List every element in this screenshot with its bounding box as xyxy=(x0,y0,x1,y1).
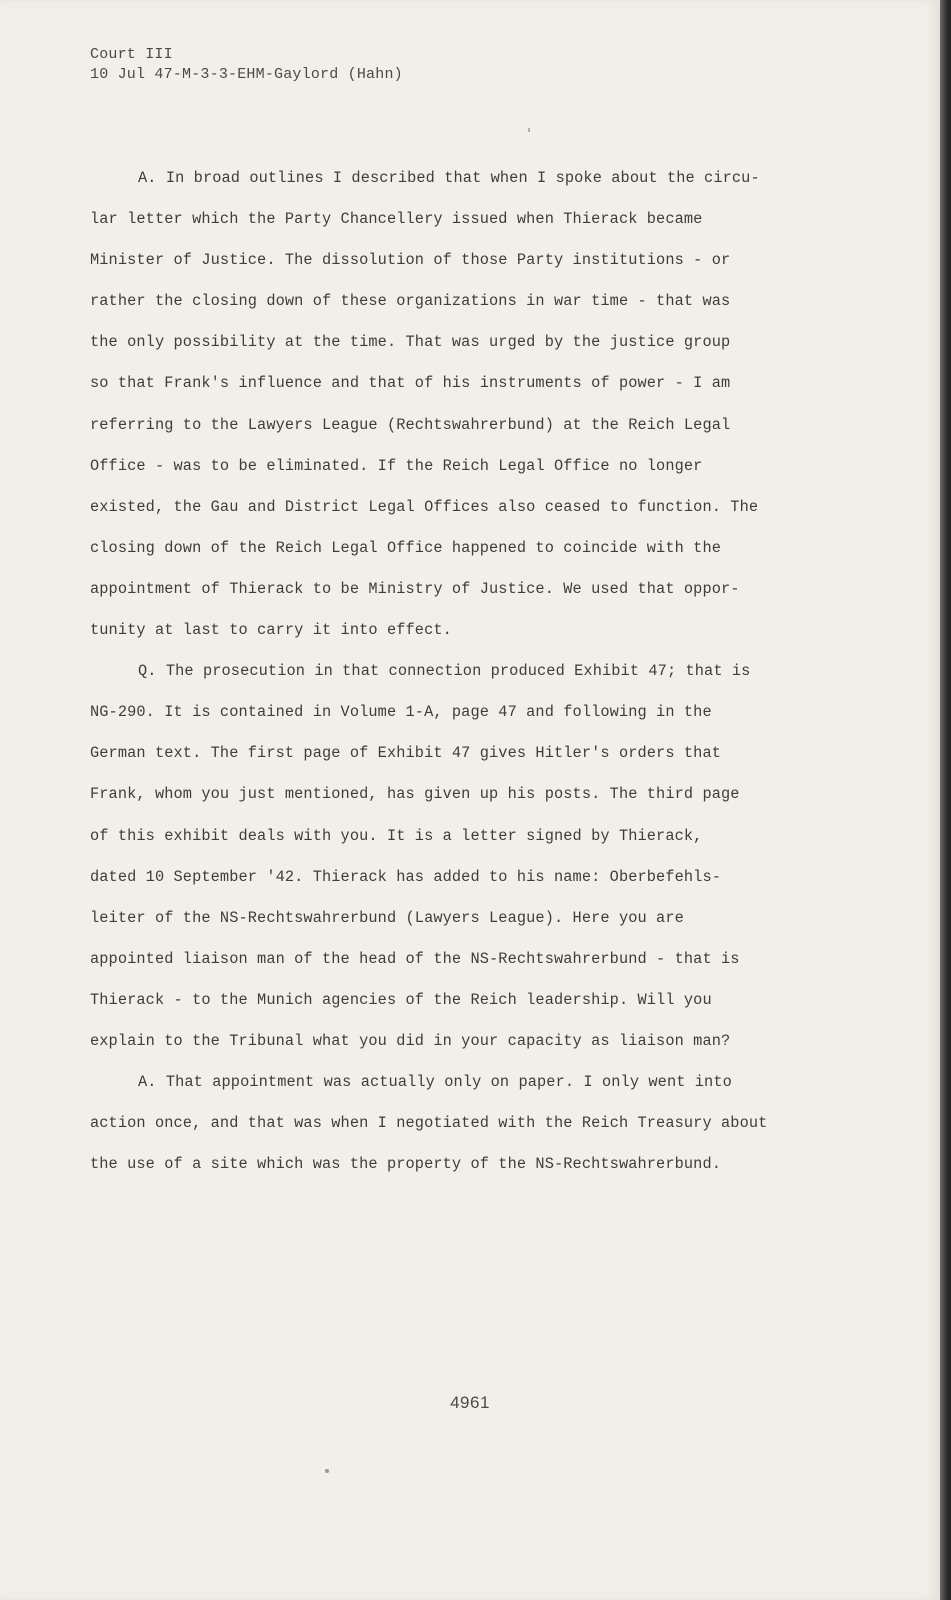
transcript-line: Minister of Justice. The dissolution of those Party institutions - or xyxy=(90,251,731,270)
transcript-line: A. In broad outlines I described that when I spoke about the circu- xyxy=(138,169,760,187)
transcript-body xyxy=(90,158,840,1185)
document-header xyxy=(90,45,403,85)
transcript-line: action once, and that was when I negotiated with the Reich Treasury about xyxy=(90,1114,768,1133)
transcript-line: existed, the Gau and District Legal Offices also ceased to function. The xyxy=(90,497,759,516)
paper-speck xyxy=(325,1469,329,1473)
transcript-line: dated 10 September '42. Thierack has added to his name: Oberbefehls- xyxy=(90,867,722,886)
page-edge-shadow xyxy=(940,0,951,1600)
transcript-line: referring to the Lawyers League (Rechtswahrerbund) at the Reich Legal xyxy=(90,415,731,434)
transcript-line: explain to the Tribunal what you did in your capacity as liaison man? xyxy=(90,1031,731,1050)
transcript-line: NG-290. It is contained in Volume 1-A, page 47 and following in the xyxy=(90,703,712,722)
transcript-line: Office - was to be eliminated. If the Reich Legal Office no longer xyxy=(90,456,703,475)
transcript-line: lar letter which the Party Chancellery issued when Thierack became xyxy=(90,210,703,229)
transcript-line: so that Frank's influence and that of his instruments of power - I am xyxy=(90,374,731,393)
transcript-line: Q. The prosecution in that connection produced Exhibit 47; that is xyxy=(138,662,751,681)
paper-mark xyxy=(528,128,530,132)
transcript-line: leiter of the NS-Rechtswahrerbund (Lawyers League). Here you are xyxy=(90,908,684,927)
transcript-line: Frank, whom you just mentioned, has given up his posts. The third page xyxy=(90,785,740,804)
session-reference: 10 Jul 47-M-3-3-EHM-Gaylord (Hahn) xyxy=(90,66,403,83)
transcript-line: rather the closing down of these organizations in war time - that was xyxy=(90,292,731,311)
transcript-line: closing down of the Reich Legal Office happened to coincide with the xyxy=(90,538,722,557)
transcript-line: German text. The first page of Exhibit 47 gives Hitler's orders that xyxy=(90,744,722,763)
transcript-line: tunity at last to carry it into effect. xyxy=(90,621,452,640)
transcript-line: the only possibility at the time. That was urged by the justice group xyxy=(90,333,731,352)
transcript-line: A. That appointment was actually only on paper. I only went into xyxy=(138,1073,732,1092)
court-label: Court III xyxy=(90,46,173,63)
transcript-line: appointed liaison man of the head of the NS-Rechtswahrerbund - that is xyxy=(90,949,740,968)
page-number: 4961 xyxy=(450,1393,490,1412)
transcript-line: appointment of Thierack to be Ministry of Justice. We used that oppor- xyxy=(90,579,740,598)
transcript-line: the use of a site which was the property of the NS-Rechtswahrerbund. xyxy=(90,1155,722,1174)
transcript-line: Thierack - to the Munich agencies of the Reich leadership. Will you xyxy=(90,990,712,1009)
transcript-line: of this exhibit deals with you. It is a letter signed by Thierack, xyxy=(90,826,703,845)
